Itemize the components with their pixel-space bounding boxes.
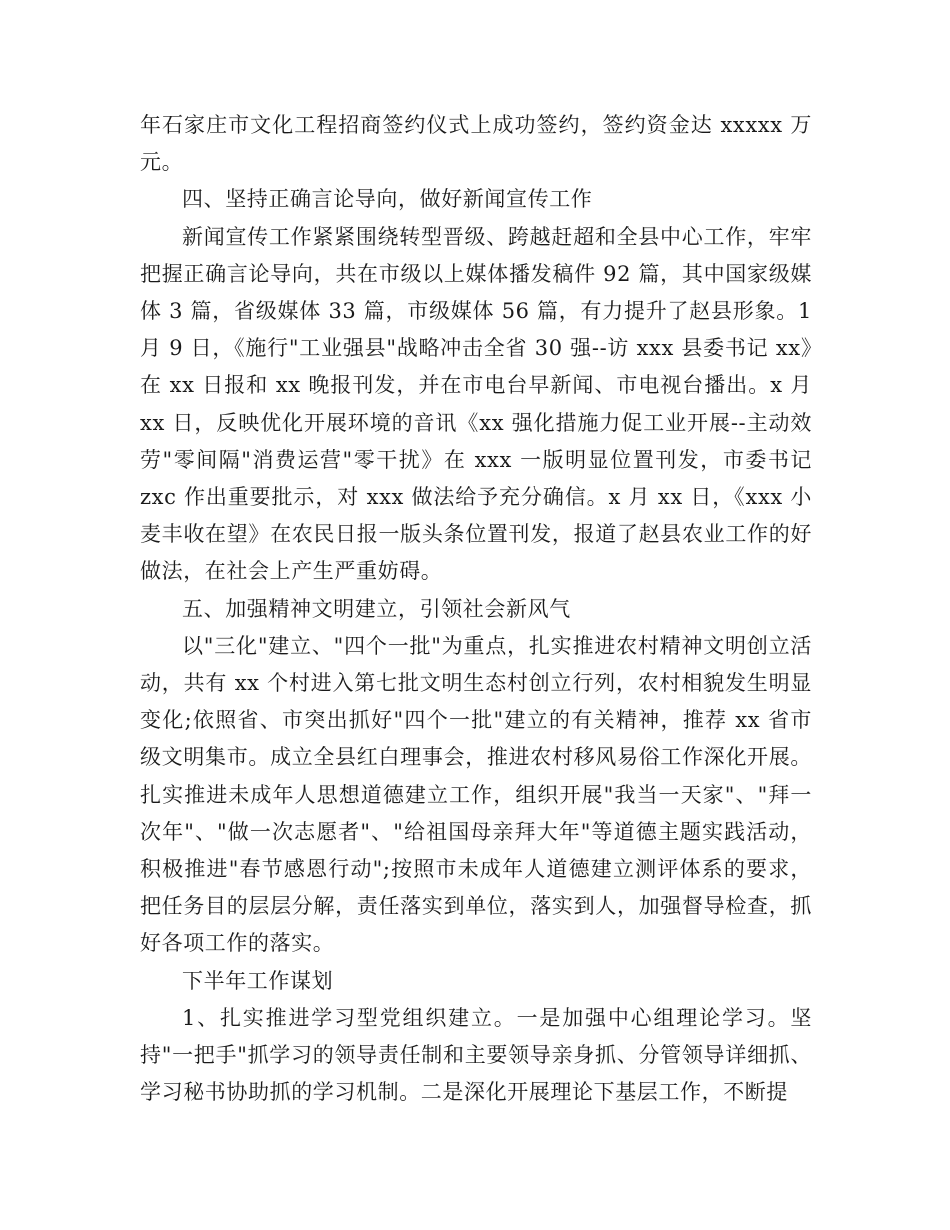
section-heading-second-half-plan: 下半年工作谋划 xyxy=(182,968,334,993)
document-body xyxy=(140,107,812,1111)
section-heading-four: 四、坚持正确言论导向，做好新闻宣传工作 xyxy=(182,187,593,212)
paragraph-continuation: 年石家庄市文化工程招商签约仪式上成功签约，签约资金达 xxxxx 万元。 xyxy=(140,113,812,175)
paragraph-learning-party-org: 1、扎实推进学习型党组织建立。一是加强中心组理论学习。坚持"一把手"抓学习的领导责任制和主要领导亲身抓、分管领导详细抓、学习秘书协助抓的学习机制。二是深化开展理论下基层工作，不断提 xyxy=(140,1005,812,1105)
paragraph-news-publicity: 新闻宣传工作紧紧围绕转型晋级、跨越赶超和全县中心工作，牢牢把握正确言论导向，共在市级以上媒体播发稿件 92 篇，其中国家级媒体 3 篇，省级媒体 33 篇，市级媒体 56 篇，有力提升了赵县形象。1 月 9 日，《施行"工业强县"战略冲击全省 30 强--访 xxx 县委书记 xx》在 xx 日报和 xx 晚报刊发，并在市电台早新闻、市电视台播出。x 月 xx 日，反映优化开展环境的音讯《xx 强化措施力促工业开展--主动效劳"零间隔"消费运营"零干扰》在 xxx 一版明显位置刊发，市委书记 zxc 作出重要批示，对 xxx 做法给予充分确信。x 月 xx 日，《xxx 小麦丰收在望》在农民日报一版头条位置刊发，报道了赵县农业工作的好做法，在社会上产生严重妨碍。 xyxy=(140,224,812,584)
section-heading-five: 五、加强精神文明建立，引领社会新风气 xyxy=(182,596,571,621)
paragraph-spiritual-civilization: 以"三化"建立、"四个一批"为重点，扎实推进农村精神文明创立活动，共有 xx 个村进入第七批文明生态村创立行列，农村相貌发生明显变化;依照省、市突出抓好"四个一批"建立的有关精神，推荐 xx 省市级文明集市。成立全县红白理事会，推进农村移风易俗工作深化开展。扎实推进未成年人思想道德建立工作，组织开展"我当一天家"、"拜一次年"、"做一次志愿者"、"给祖国母亲拜大年"等道德主题实践活动，积极推进"春节感恩行动";按照市未成年人道德建立测评体系的要求，把任务目的层层分解，责任落实到单位，落实到人，加强督导检查，抓好各项工作的落实。 xyxy=(140,633,812,956)
